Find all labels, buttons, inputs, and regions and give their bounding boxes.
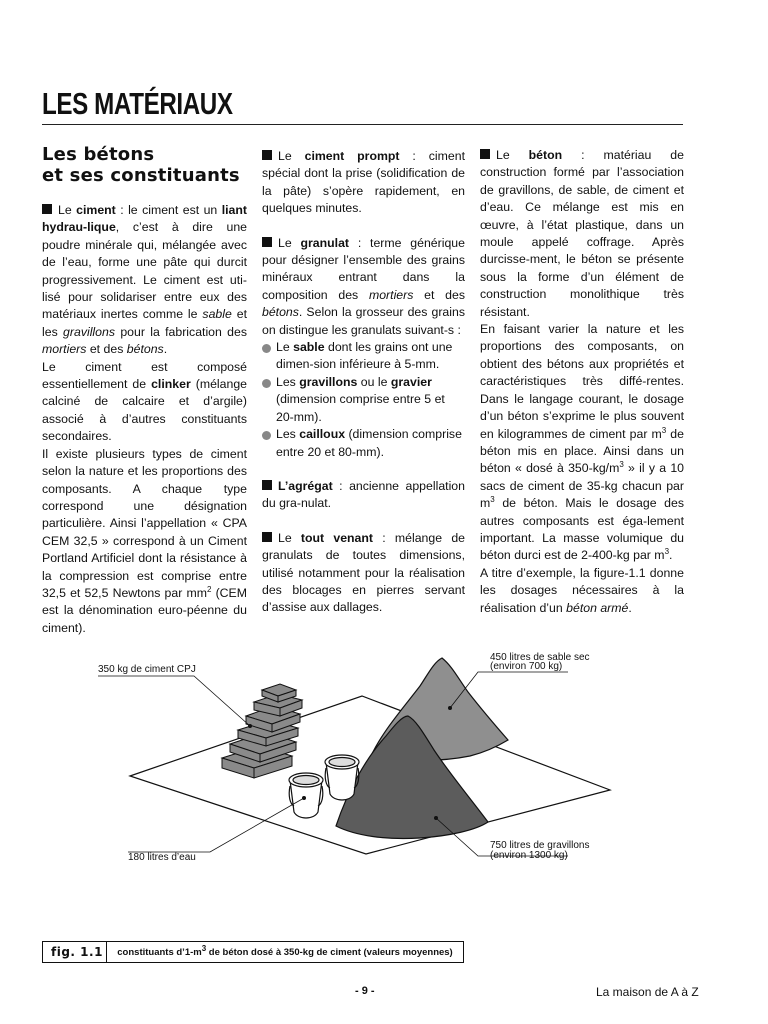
figure-caption	[42, 941, 464, 963]
square-bullet-icon	[262, 480, 272, 490]
label-eau: 180 litres d’eau	[128, 852, 196, 863]
cement-bags	[222, 684, 302, 778]
title-rule	[42, 124, 683, 125]
paragraph-exemple: A titre d’exemple, la figure-1.1 donne les dosages nécessaires à la réalisation d’un béton armé.	[480, 565, 684, 615]
section-title-line2: et ses constituants	[42, 165, 240, 186]
list-item-cailloux: Les cailloux (dimension comprise entre 20 et 80-mm).	[262, 426, 465, 461]
label-gravillons-1: 750 litres de gravillons	[490, 840, 590, 851]
page-number: - 9 -	[355, 985, 375, 997]
paragraph-dosage: En faisant varier la nature et les proportions des composants, on obtient des bétons aux propriétés et caractéristiques très diffé-rentes. Dans le langage courant, le dosage d’un béton s’exprime le plus souvent en kilogrammes de ciment par $m^3$ de béton mis en place. Ainsi dans un béton « dosé à $350-kg/m^3$ » il y a 10 sacs de ciment de 35-kg chacun par $m^3$ de béton. Mais le dosage des autres composants est éga-lement important. La masse volumique du béton durci est de 2-400-kg par $m^3$.	[480, 322, 684, 563]
term-liant: liant hydrau-lique	[42, 203, 247, 235]
paragraph-tout-venant: Le tout venant : mélange de granulats de toutes dimensions, utilisé notamment pour la réalisation des blocages en pierres servant d’assise aux dallages.	[262, 530, 465, 615]
square-bullet-icon	[42, 204, 52, 214]
paragraph-types: Il existe plusieurs types de ciment selon la nature et les proportions des composants. A chaque type correspond une désignation particulière. Ainsi l’appellation « CPA CEM 32,5 » correspond à un Ciment Portland Artificiel dont la résistance à la compression est comprise entre 32,5 et 52,5 Newtons par $mm^2$ (CEM est la dénomination euro-péenne du ciment).	[42, 446, 247, 635]
figure-caption-text: constituants $d’1-m^3$ de béton dosé à 350-kg de ciment (valeurs moyennes)	[117, 943, 453, 958]
round-bullet-icon	[262, 431, 271, 440]
round-bullet-icon	[262, 379, 271, 388]
section-title-line1: Les bétons	[42, 144, 155, 165]
section-title	[42, 144, 252, 186]
paragraph-beton: Le béton : matériau de construction formé par l’association de gravillons, de sable, de ciment et d’eau. Ce mélange est mis en œuvre, à l’état plastique, dans un moule appelé coffrage. Après durcisse-ment, le béton se présente sous la forme d’un élément de construction monolithique très résistant.	[480, 148, 684, 319]
column-2	[262, 148, 465, 617]
paragraph-ciment-prompt: Le ciment prompt : ciment spécial dont la prise (solidification de la pâte) s’opère rapidement, en quelques minutes.	[262, 149, 465, 216]
column-1	[42, 202, 247, 637]
label-gravillons-2: (environ 1300 kg)	[490, 850, 568, 861]
list-item-sable: Le sable dont les grains ont une dimen-sion inférieure à 5-mm.	[262, 339, 465, 374]
square-bullet-icon	[262, 237, 272, 247]
column-3	[480, 147, 684, 617]
figure-illustration	[90, 640, 630, 890]
term-clinker: clinker	[151, 377, 191, 392]
round-bullet-icon	[262, 344, 271, 353]
square-bullet-icon	[262, 532, 272, 542]
paragraph-granulat: Le granulat : terme générique pour désigner l’ensemble des grains minéraux entrant dans la composition des mortiers et des bétons. Selon la grosseur des grains on distingue les granulats suivant-s :	[262, 235, 465, 337]
label-sable-1: 450 litres de sable sec	[490, 652, 590, 663]
label-sable-2: (environ 700 kg)	[490, 661, 563, 672]
page-title: LES MATÉRIAUX	[42, 86, 233, 121]
list-item-gravillons: Les gravillons ou le gravier (dimension comprise entre 5 et 20-mm).	[262, 374, 465, 426]
paragraph-ciment: Le ciment : le ciment est un liant hydrau-lique, c’est à dire une poudre minérale qui, mélangée avec de l’eau, forme une pâte qui durcit progressivement. Le ciment est uti-lisé pour solidariser entre eux des matériaux inertes comme le sable et les gravillons pour la fabrication des mortiers et des bétons.	[42, 203, 247, 357]
square-bullet-icon	[262, 150, 272, 160]
term-ciment: ciment	[76, 203, 116, 217]
footer-brand: La maison de A à Z	[596, 985, 699, 999]
paragraph-agregat: L’agrégat : ancienne appellation du gra-nulat.	[262, 478, 465, 511]
figure-number: fig. 1.1	[43, 942, 107, 962]
paragraph-clinker: Le ciment est composé essentiellement de clinker (mélange calciné de calcaire et d’argile) associé à d’autres constituants secondaires.	[42, 359, 247, 444]
square-bullet-icon	[480, 149, 490, 159]
label-ciment: 350 kg de ciment CPJ	[98, 664, 196, 675]
